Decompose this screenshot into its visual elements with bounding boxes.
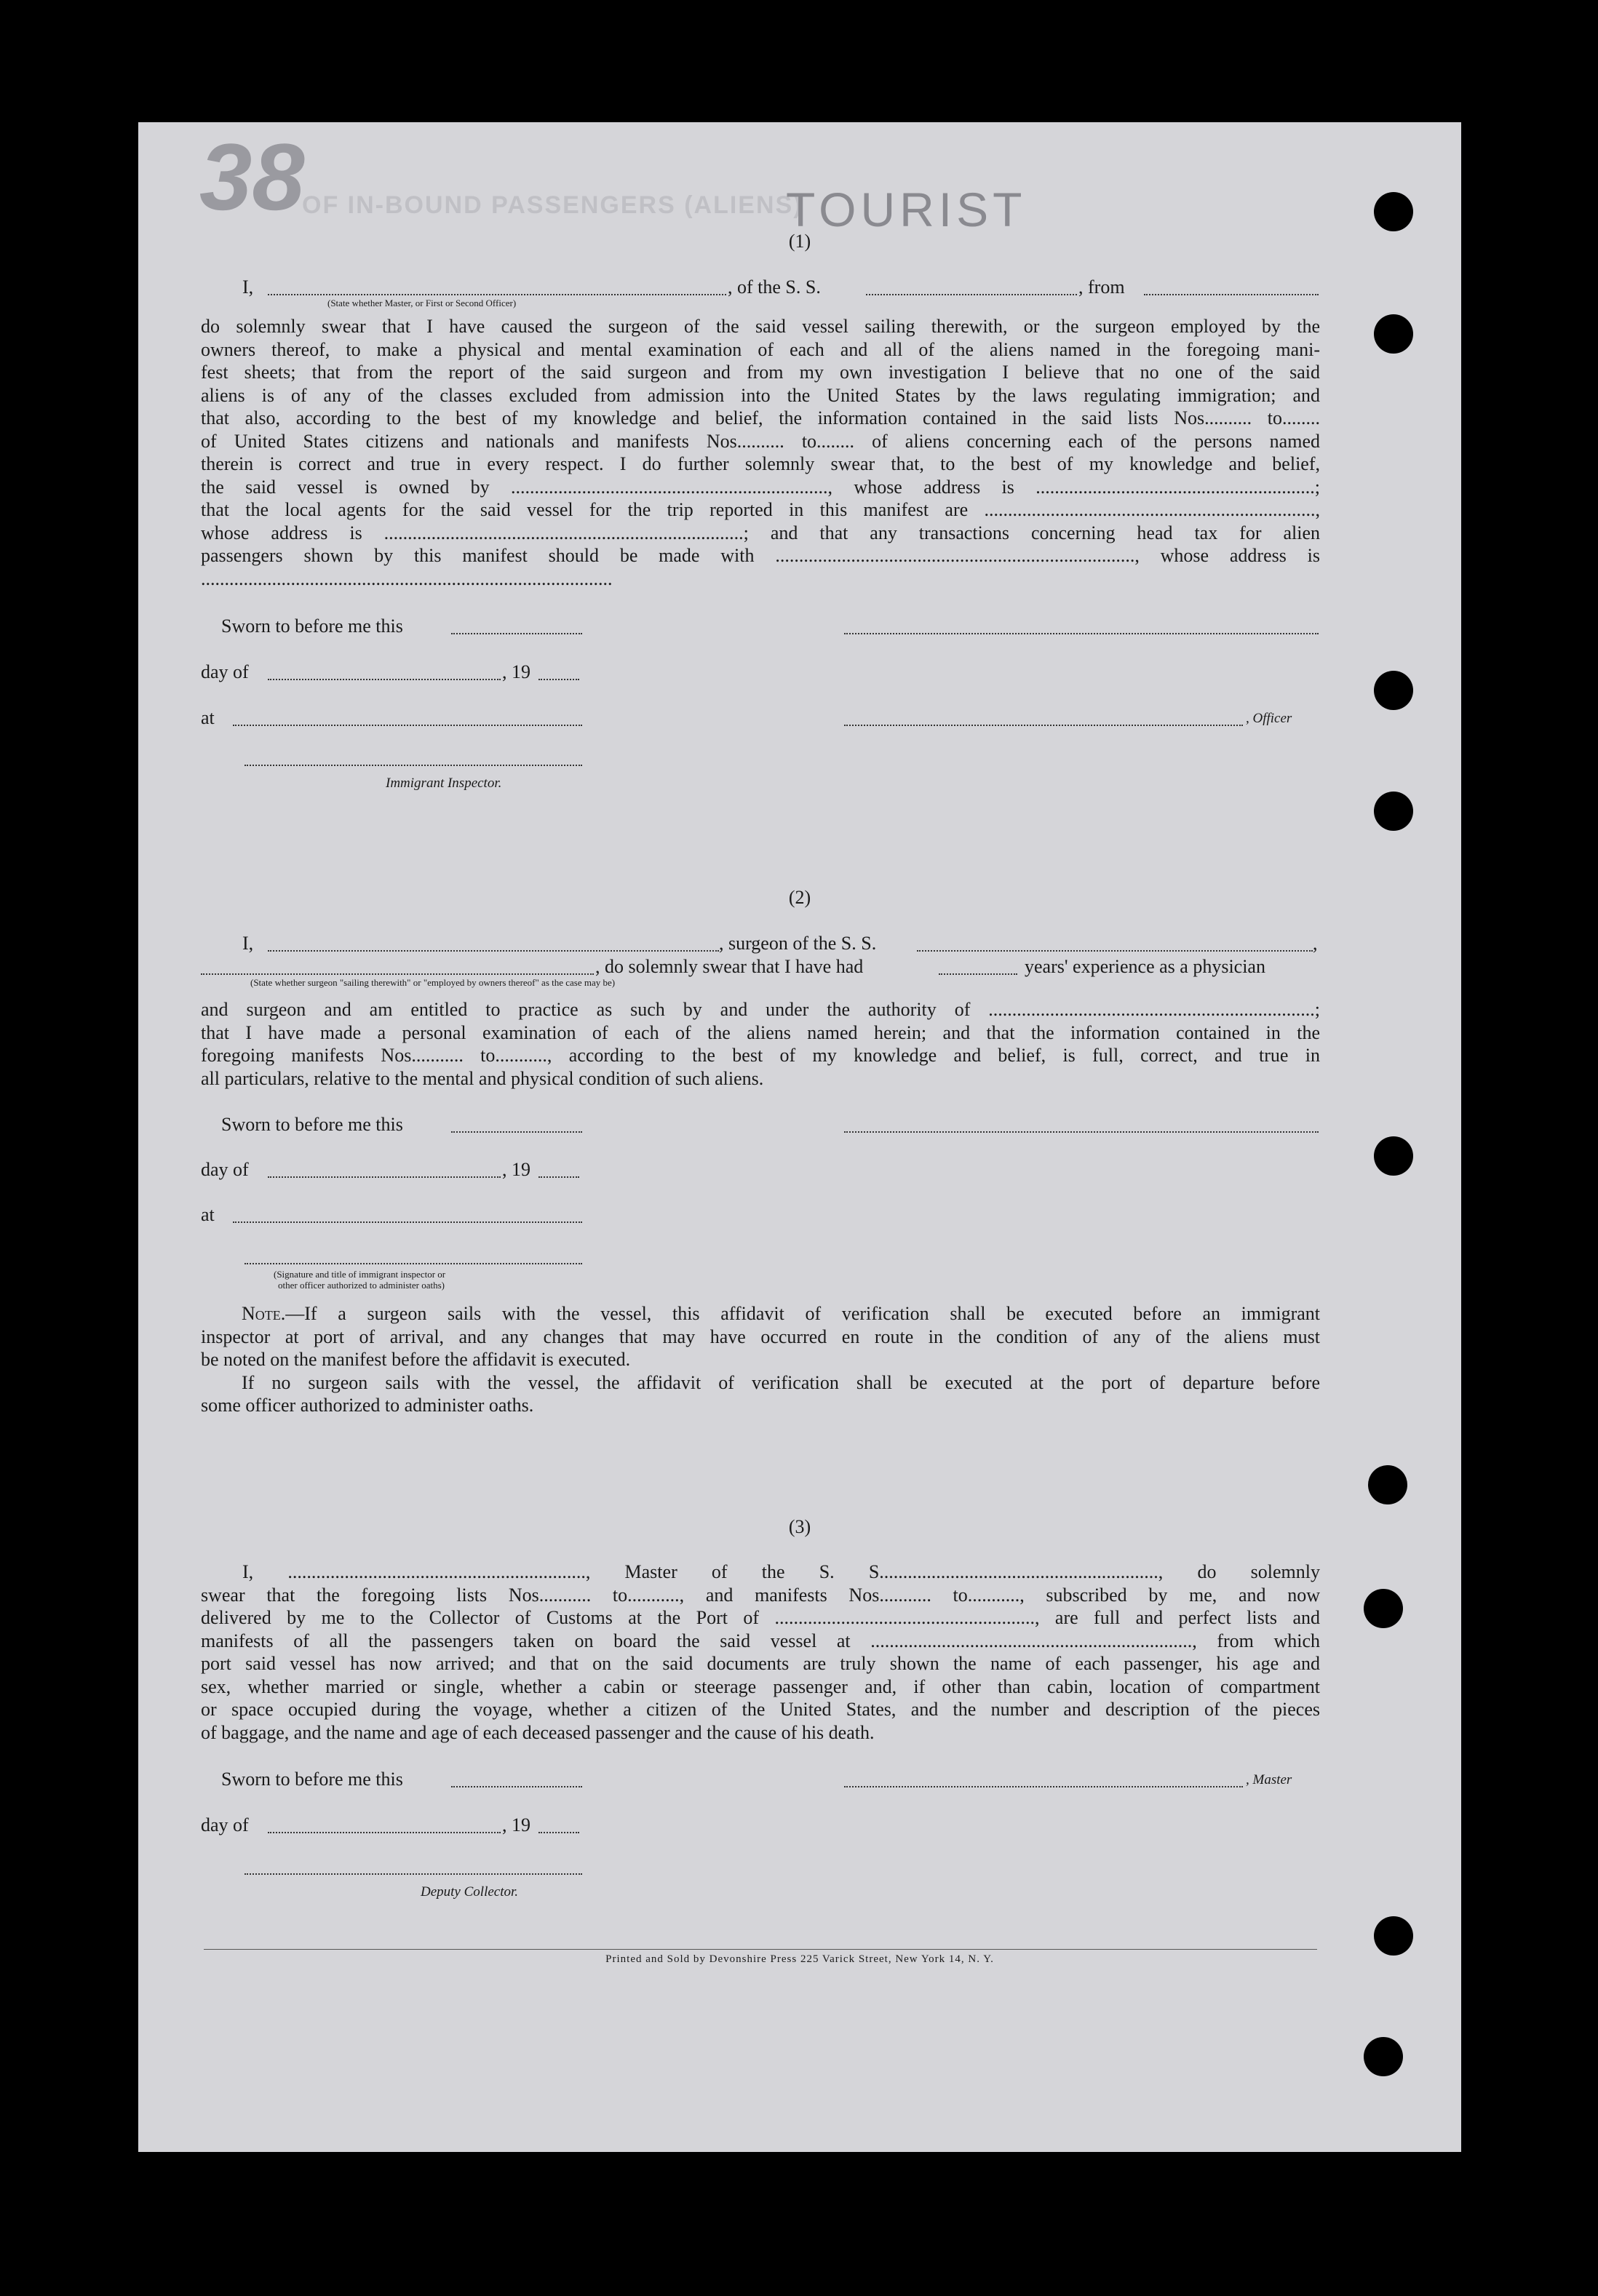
punch-hole — [1374, 1916, 1413, 1956]
s1-from: , from — [1078, 276, 1125, 298]
s1-from-port-field[interactable] — [1144, 294, 1319, 295]
s1-i: I, — [242, 276, 254, 298]
s1-officer-label: , Officer — [1246, 711, 1292, 726]
s2-line: foregoing manifests Nos........... to..........., according to the best of my knowledge and belief, is full, correct, and true in — [201, 1045, 1320, 1066]
s1-inspector-label: Immigrant Inspector. — [386, 776, 502, 791]
footer-rule — [204, 1949, 1317, 1950]
s1-line: aliens is of any of the classes excluded from admission into the United States by the laws regulating immigration; and — [201, 384, 1320, 406]
s2-i: I, — [242, 933, 254, 954]
punch-hole — [1374, 314, 1413, 354]
note-text: —If a surgeon sails with the vessel, this affidavit of verification shall be executed before an immigrant — [285, 1303, 1320, 1324]
s2-paragraph — [201, 998, 1320, 1090]
s1-place-field[interactable] — [233, 725, 582, 726]
s2-note-line: be noted on the manifest before the affidavit is executed. — [201, 1349, 631, 1370]
s3-collector-signature-field[interactable] — [245, 1873, 582, 1875]
s2-note-paragraph — [201, 1302, 1320, 1417]
s1-line: the said vessel is owned by ..................................................................., whose address is ...........................................................; — [201, 476, 1320, 498]
s2-sworn-date-field[interactable] — [451, 1131, 582, 1133]
s3-sworn-date-field[interactable] — [451, 1786, 582, 1787]
s2-surgeon-type-field[interactable] — [201, 973, 594, 975]
s2-note: (State whether surgeon "sailing therewith" or "employed by owners thereof" as the case may be) — [250, 977, 616, 988]
s3-deputy-label: Deputy Collector. — [421, 1884, 519, 1900]
s2-note-line — [201, 1302, 1320, 1326]
note-label: Note. — [242, 1303, 286, 1324]
s2-place-field[interactable] — [233, 1221, 582, 1223]
printer-imprint: Printed and Sold by Devonshire Press 225 Varick Street, New York 14, N. Y. — [605, 1953, 994, 1965]
s2-sworn: Sworn to before me this — [221, 1114, 403, 1135]
s1-day-of: day of — [201, 661, 249, 682]
s2-line: that I have made a personal examination of each of the aliens named herein; and that the information contained in the — [201, 1021, 1320, 1043]
s2-surgeon-of-ss: , surgeon of the S. S. — [719, 933, 877, 954]
s1-officer-title-field[interactable] — [844, 725, 1243, 726]
s3-line: or space occupied during the voyage, whether a citizen of the United States, and the number and description of the pieces — [201, 1699, 1320, 1720]
s2-day-of: day of — [201, 1159, 249, 1180]
s3-line: sex, whether married or single, whether a cabin or steerage passenger and, if other than cabin, location of compartment — [201, 1675, 1320, 1697]
s3-day-field[interactable] — [268, 1832, 501, 1833]
s2-at: at — [201, 1204, 215, 1225]
ghost-heading: OF IN-BOUND PASSENGERS (ALIENS) — [302, 191, 803, 219]
punch-hole — [1364, 1589, 1403, 1628]
punch-hole — [1368, 1465, 1407, 1504]
punch-hole — [1364, 2037, 1403, 2076]
s3-paragraph — [201, 1560, 1320, 1744]
s1-year-field[interactable] — [538, 679, 579, 680]
s2-line: all particulars, relative to the mental and physical condition of such aliens. — [201, 1067, 764, 1089]
punch-hole — [1374, 792, 1413, 831]
s1-line: do solemnly swear that I have caused the surgeon of the said vessel sailing therewith, or the surgeon employed by the — [201, 316, 1320, 337]
s1-note: (State whether Master, or First or Second Officer) — [327, 298, 517, 308]
s2-sig-note-2: other officer authorized to administer oaths) — [278, 1280, 445, 1291]
s1-officer-name-field[interactable] — [268, 294, 726, 295]
s1-paragraph — [201, 315, 1320, 590]
section-2-number: (2) — [788, 887, 811, 908]
s2-years-text: years' experience as a physician — [1025, 956, 1265, 977]
s1-signature-field[interactable] — [844, 633, 1319, 634]
s3-master-label: , Master — [1246, 1772, 1292, 1787]
s1-line: fest sheets; that from the report of the said surgeon and from my own investigation I believe that no one of the said — [201, 362, 1320, 383]
s2-surgeon-name-field[interactable] — [268, 950, 719, 952]
s3-line: of baggage, and the name and age of each deceased passenger and the cause of his death. — [201, 1721, 875, 1743]
s1-line: ....................................................................................... — [201, 567, 613, 589]
section-3-number: (3) — [788, 1516, 811, 1537]
s1-day-field[interactable] — [268, 679, 501, 680]
s2-swear: , do solemnly swear that I have had — [595, 956, 864, 977]
s1-line: of United States citizens and nationals and manifests Nos.......... to........ of aliens concerning each of the persons named — [201, 430, 1320, 452]
s2-years-field[interactable] — [939, 973, 1017, 975]
s1-line: passengers shown by this manifest should be made with ............................................................................, whose address is — [201, 545, 1320, 566]
s1-line: therein is correct and true in every respect. I do further solemnly swear that, to the best of my knowledge and belief, — [201, 453, 1320, 474]
punch-hole — [1374, 192, 1413, 231]
s3-line: port said vessel has now arrived; and that on the said documents are truly shown the name of each passenger, his age and — [201, 1653, 1320, 1674]
s3-day-of: day of — [201, 1814, 249, 1835]
s1-at: at — [201, 707, 215, 728]
s1-line: that the local agents for the said vessel for the trip reported in this manifest are ......................................................................, — [201, 499, 1320, 520]
s3-line: swear that the foregoing lists Nos........... to..........., and manifests Nos........... to..........., subscribed by me, and now — [201, 1584, 1320, 1606]
section-1-number: (1) — [788, 231, 811, 252]
s1-inspector-signature-field[interactable] — [245, 765, 582, 766]
s1-line: whose address is ............................................................................; and that any transactions concerning head tax for alien — [201, 522, 1320, 543]
s2-day-field[interactable] — [268, 1176, 501, 1178]
s2-comma: , — [1313, 933, 1318, 954]
s1-vessel-name-field[interactable] — [866, 294, 1077, 295]
s1-sworn: Sworn to before me this — [221, 615, 403, 637]
s1-nineteen: , 19 — [502, 661, 530, 682]
s2-sig-note-1: (Signature and title of immigrant inspector or — [274, 1269, 446, 1280]
s3-sworn: Sworn to before me this — [221, 1769, 403, 1790]
s2-note-line: inspector at port of arrival, and any changes that may have occurred en route in the condition of any of the aliens must — [201, 1326, 1320, 1347]
s3-master-signature-field[interactable] — [844, 1786, 1243, 1787]
s1-line: owners thereof, to make a physical and mental examination of each and all of the aliens named in the foregoing mani- — [201, 338, 1320, 360]
s2-line: and surgeon and am entitled to practice as such by and under the authority of .....................................................................; — [201, 999, 1320, 1020]
s2-note2-line: some officer authorized to administer oaths. — [201, 1395, 534, 1416]
s2-vessel-name-field[interactable] — [917, 950, 1313, 952]
s3-line: manifests of all the passengers taken on board the said vessel at ...................................................................., from which — [201, 1630, 1320, 1651]
s3-year-field[interactable] — [538, 1832, 579, 1833]
s1-of-ss: , of the S. S. — [728, 276, 821, 298]
s1-line: that also, according to the best of my knowledge and belief, the information contained in the said lists Nos.......... to........ — [201, 407, 1320, 428]
s2-signature-field[interactable] — [844, 1131, 1319, 1133]
stamp-number: 38 — [199, 124, 305, 230]
s1-sworn-date-field[interactable] — [451, 633, 582, 634]
s3-nineteen: , 19 — [502, 1814, 530, 1835]
s2-note2-line: If no surgeon sails with the vessel, the affidavit of verification shall be executed at the port of departure before — [242, 1371, 1320, 1393]
tourist-stamp: TOURIST — [786, 183, 1027, 236]
punch-hole — [1374, 1136, 1413, 1176]
s3-line: delivered by me to the Collector of Customs at the Port of ......................................................., are full and perfect lists and — [201, 1607, 1320, 1628]
s2-year-field[interactable] — [538, 1176, 579, 1178]
s2-officer-signature-field[interactable] — [245, 1263, 582, 1264]
s2-nineteen: , 19 — [502, 1159, 530, 1180]
form-sheet — [138, 122, 1461, 2152]
punch-hole — [1374, 671, 1413, 710]
s3-line: I, ..............................................................., Master of the S. S..........................................................., do solemnly — [242, 1561, 1320, 1582]
